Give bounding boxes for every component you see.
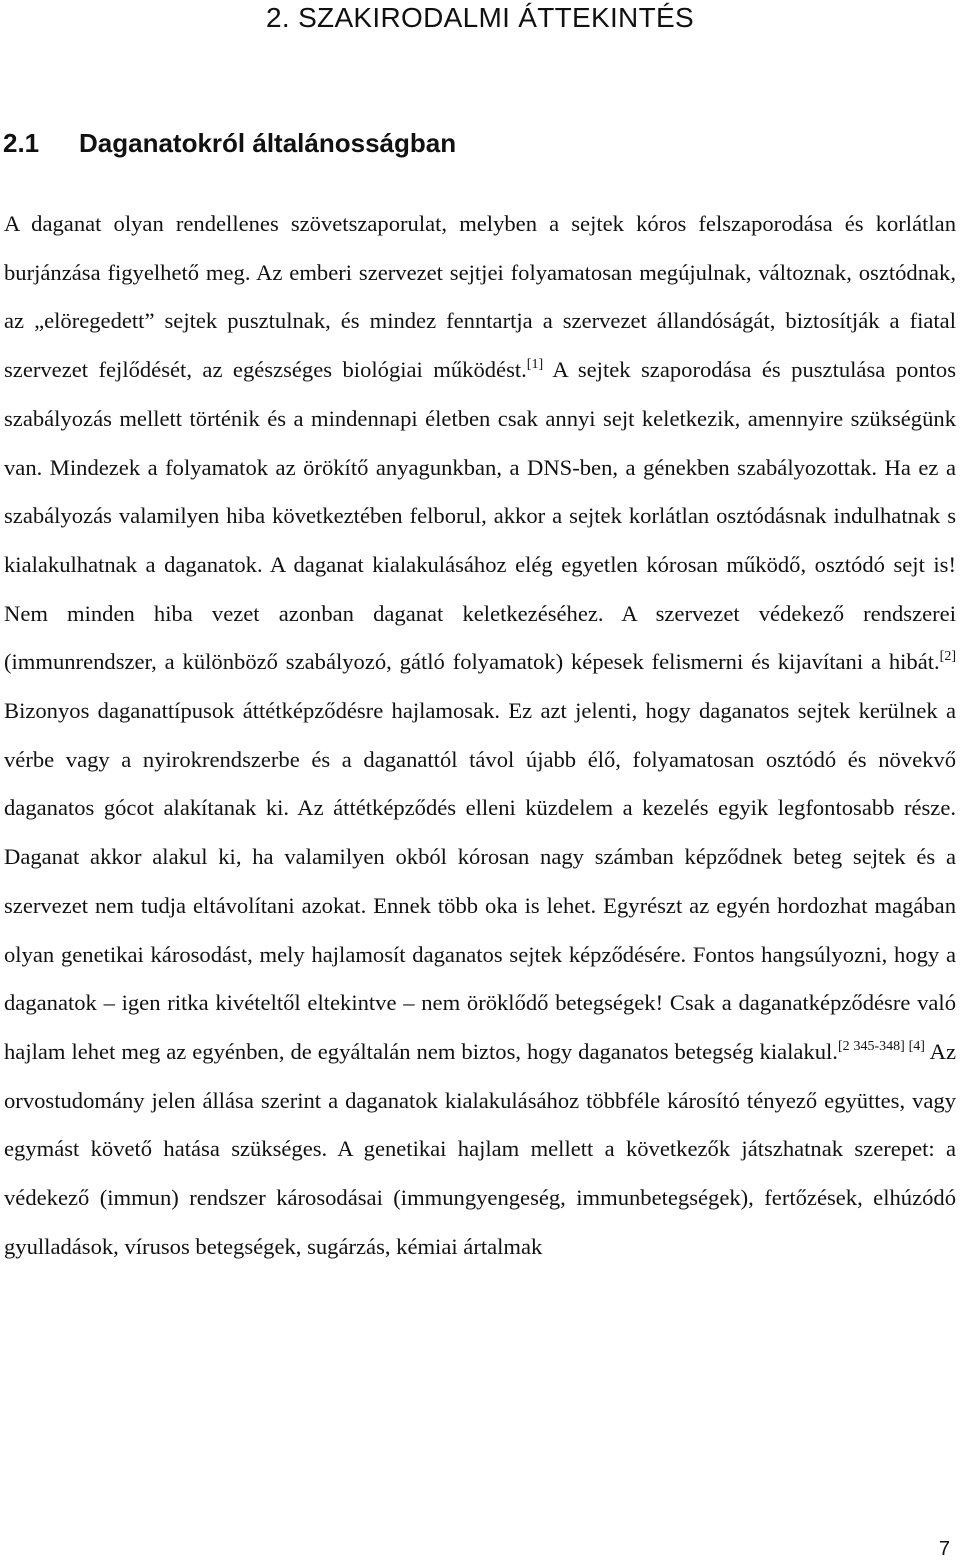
citation-ref-3: [2 345-348] [4] xyxy=(837,1038,925,1054)
section-number: 2.1 xyxy=(3,128,40,158)
citation-ref-2: [2] xyxy=(939,649,956,665)
paragraph-text-3: Bizonyos daganattípusok áttétképződésre hajlamosak. Ez azt jelenti, hogy daganatos sejtek kerülnek a vérbe vagy a nyirokrendszerbe és a daganattól távol újabb élő, folyamatosan osztódó és növekvő daganatos gócot alakítanak ki. Az áttétképződés elleni küzdelem a kezelés egyik legfontosabb része. Daganat akkor alakul ki, ha valamilyen okból kórosan nagy számban képződnek beteg sejtek és a szervezet nem tudja eltávolítani azokat. Ennek több oka is lehet. Egyrészt az egyén hordozhat magában olyan genetikai károsodást, mely hajlamosít daganatos sejtek képződésére. Fontos hangsúlyozni, hogy a daganatok – igen ritka kivételtől eltekintve – nem öröklődő betegségek! Csak a daganatképződésre való hajlam lehet meg az egyénben, de egyáltalán nem biztos, hogy daganatos betegség kialakul. xyxy=(4,698,956,1064)
paragraph-text-1: A daganat olyan rendellenes szövetszaporulat, melyben a sejtek kóros felszaporodása és korlátlan burjánzása figyelhető meg. Az emberi szervezet sejtjei folyamatosan megújulnak, változnak, osztódnak, az „elöregedett” sejtek pusztulnak, és mindez fenntartja a szervezet állandóságát, biztosítják a fiatal szervezet fejlődését, az egészséges biológiai működést. xyxy=(4,211,956,383)
paragraph-text-2: A sejtek szaporodása és pusztulása pontos szabályozás mellett történik és a mindennapi életben csak annyi sejt keletkezik, amennyire szükségünk van. Mindezek a folyamatok az örökítő anyagunkban, a DNS-ben, a génekben szabályozottak. Ha ez a szabályozás valamilyen hiba következtében felborul, akkor a sejtek korlátlan osztódásnak indulhatnak s kialakulhatnak a daganatok. A daganat kialakulásához elég egyetlen kórosan működő, osztódó sejt is! Nem minden hiba vezet azonban daganat keletkezéséhez. A szervezet védekező rendszerei (immunrendszer, a különböző szabályozó, gátló folyamatok) képesek felismerni és kijavítani a hibát. xyxy=(4,357,956,675)
chapter-title: 2. SZAKIRODALMI ÁTTEKINTÉS xyxy=(266,2,694,33)
page-number: 7 xyxy=(938,1538,950,1560)
citation-ref-1: [1] xyxy=(526,357,544,373)
section-heading xyxy=(3,128,456,159)
paragraph-text-4: Az orvostudomány jelen állása szerint a daganatok kialakulásához többféle károsító tényező együttes, vagy egymást követő hatása szükséges. A genetikai hajlam mellett a következők játszhatnak szerepet: a védekező (immun) rendszer károsodásai (immungyengeség, immunbetegségek), fertőzések, elhúzódó gyulladások, vírusos betegségek, sugárzás, kémiai ártalmak xyxy=(4,1038,956,1259)
section-title: Daganatokról általánosságban xyxy=(79,128,457,158)
body-paragraph xyxy=(4,200,956,1271)
